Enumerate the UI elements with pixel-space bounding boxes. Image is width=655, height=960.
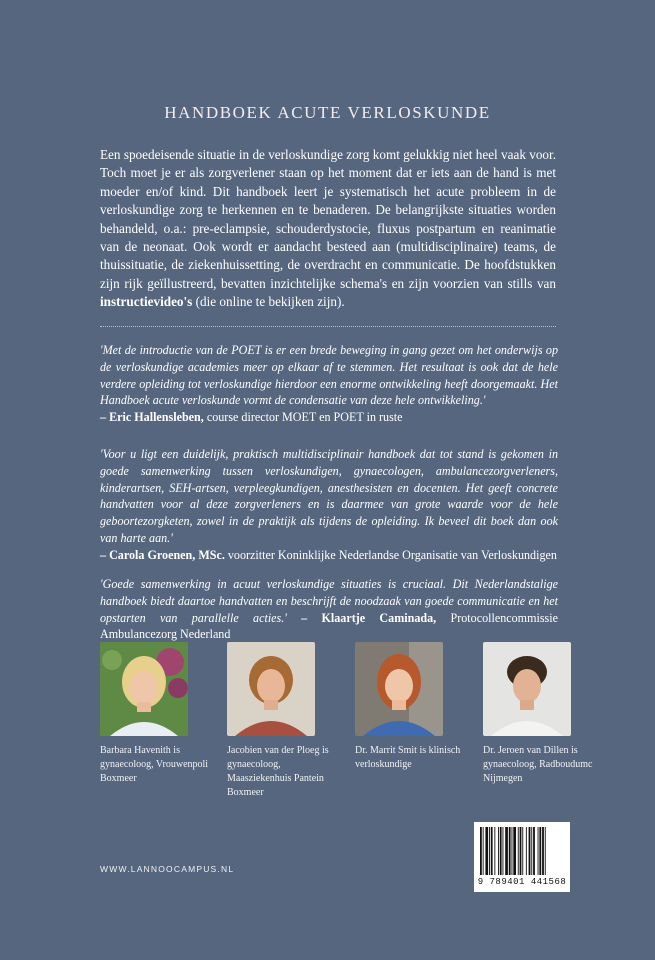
author-caption-jacobien: Jacobien van der Ploeg is gynaecoloog, Maasziekenhuis Pantein Boxmeer <box>227 745 329 798</box>
intro-tail: (die online te bekijken zijn). <box>192 294 345 310</box>
quote-author: – Klaartje Caminada, <box>286 610 437 625</box>
author-caption-marrit: Dr. Marrit Smit is klinisch verloskundige <box>355 745 461 770</box>
quote-text: 'Goede samenwerking in acuut verloskundige situaties is cruciaal. Dit Nederlandstalige handboek biedt daartoe handvatten en beschrijft de noodzaak van goede communicatie en het opstarten van parallelle acties.' <box>100 577 558 625</box>
quote-author-role: course director MOET en POET in ruste <box>203 410 403 425</box>
quote-1 <box>100 342 558 426</box>
author-photo-jacobien <box>227 642 315 736</box>
intro-text: Een spoedeisende situatie in de verloskundige zorg komt gelukkig niet heel vaak voor. Toch moet je er als zorgverlener staan op het moment dat er iets aan de hand is met moeder en/of kind. Dit handboek leert je systematisch het acute probleem in de verloskundige zorg te herkennen en te benaderen. De belangrijkste situaties worden behandeld, o.a.: pre-eclampsie, schouderdystocie, fluxus postpartum en reanimatie van de neonaat. Ook wordt er aandacht besteed aan (multidisciplinaire) teams, de thuissituatie, de ziekenhuissetting, de overdracht en communicatie. De hoofdstukken zijn rijk geïllustreerd, bevatten inzichtelijke schema's en zijn voorzien van stills van <box>100 147 556 291</box>
publisher-website[interactable]: WWW.LANNOOCAMPUS.NL <box>100 864 235 874</box>
quote-attribution <box>100 547 558 564</box>
barcode <box>474 822 570 892</box>
intro-bold: instructievideo's <box>100 294 193 310</box>
author-caption-barbara: Barbara Havenith is gynaecoloog, Vrouwenpoli Boxmeer <box>100 745 209 784</box>
author-photo-marrit <box>355 642 443 736</box>
intro-paragraph <box>100 146 556 312</box>
barcode-number: 9 789401 441568 <box>477 877 567 887</box>
quote-author: – Eric Hallensleben, <box>100 410 204 425</box>
barcode-bars <box>480 827 564 875</box>
quote-author: – Carola Groenen, MSc. <box>100 547 225 562</box>
author-photo-barbara <box>100 642 188 736</box>
author-photo-jeroen <box>483 642 571 736</box>
quote-author-role: Protocollencommissie Ambulancezorg Nederland <box>100 610 558 642</box>
quote-3 <box>100 576 558 643</box>
book-title: HANDBOEK ACUTE VERLOSKUNDE <box>164 103 491 122</box>
quote-text: 'Voor u ligt een duidelijk, praktisch multidisciplinair handboek dat tot stand is gekomen in goede samenwerking tussen verloskundigen, gynaecologen, ambulancezorgverleners, kinderartsen, SEH-artsen, verpleegkundigen, anesthesisten en docenten. Het geeft concrete handvatten voor al deze zorgverleners en is daarmee van grote waarde voor de hele geboortezorgketen, zowel in de praktijk als tijdens de opleiding. Ik beveel dit boek dan ook van harte aan.' <box>100 447 558 545</box>
author-caption-jeroen: Dr. Jeroen van Dillen is gynaecoloog, Radboudumc Nijmegen <box>483 745 593 784</box>
quote-text: 'Met de introductie van de POET is er een brede beweging in gang gezet om het onderwijs op de verloskundige academies meer op elkaar af te stemmen. Het resultaat is ook dat de hele verdere opleiding tot verloskundige hierdoor een enorme ontwikkeling heeft doorgemaakt. Het Handboek acute verloskunde vormt de condensatie van deze hele ontwikkeling.' <box>100 343 558 408</box>
quote-author-role: voorzitter Koninklijke Nederlandse Organisatie van Verloskundigen <box>224 547 557 562</box>
dotted-divider <box>100 326 556 327</box>
quote-attribution <box>100 409 558 426</box>
quote-2 <box>100 446 558 564</box>
